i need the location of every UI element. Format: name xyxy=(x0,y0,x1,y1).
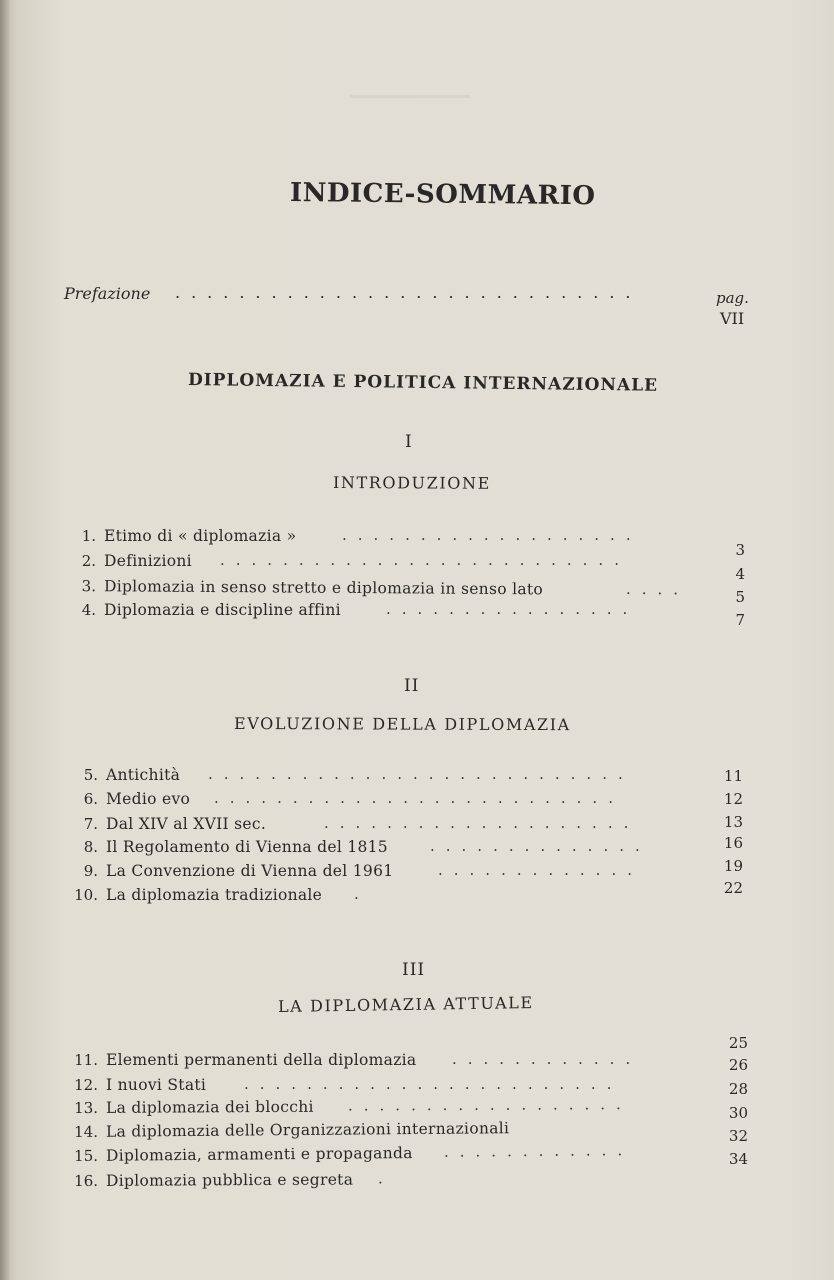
entry-text: Medio evo xyxy=(106,790,191,808)
leader-dots: ............. xyxy=(438,861,643,879)
entry-number: 12. xyxy=(74,1076,98,1094)
entry-text: Il Regolamento di Vienna del 1815 xyxy=(106,838,388,856)
toc-entry xyxy=(70,527,750,549)
toc-entry xyxy=(72,815,752,837)
page-number: 13 xyxy=(723,813,743,831)
toc-entry xyxy=(72,1117,752,1145)
entry-number: 9. xyxy=(83,862,98,880)
page-number: 7 xyxy=(735,611,745,629)
entry-number: 13. xyxy=(74,1098,99,1117)
entry-number: 16. xyxy=(74,1171,99,1190)
entry-text: Diplomazia pubblica e segreta xyxy=(105,1170,354,1190)
page-column-label: pag. xyxy=(716,289,749,307)
page-number: 3 xyxy=(735,541,745,559)
leader-dots: .................... xyxy=(324,814,640,832)
chapter-title: LA DIPLOMAZIA ATTUALE xyxy=(277,992,534,1016)
leader-dots: .............. xyxy=(430,837,651,855)
page-number: 28 xyxy=(728,1080,748,1098)
page-number: 11 xyxy=(723,767,743,785)
leader-dots: ............ xyxy=(452,1050,642,1068)
toc-entry xyxy=(72,1051,752,1073)
page-number: 12 xyxy=(723,790,743,808)
entry-text: Antichità xyxy=(106,766,181,784)
entry-number: 6. xyxy=(83,790,98,808)
page-number: 34 xyxy=(728,1150,748,1168)
toc-entry xyxy=(72,1076,752,1098)
leader-dots: .......................... xyxy=(214,789,624,807)
page-number: 19 xyxy=(723,857,743,875)
part-heading: DIPLOMAZIA E POLITICA INTERNAZIONALE xyxy=(187,370,659,396)
page-number: 4 xyxy=(735,565,745,583)
page-title: INDICE-SOMMARIO xyxy=(289,178,596,212)
entry-text: Etimo di « diplomazia » xyxy=(104,527,297,545)
preface-label: Prefazione xyxy=(64,284,151,303)
page-number: 22 xyxy=(723,879,743,897)
entry-number: 11. xyxy=(74,1051,98,1069)
page-number: 5 xyxy=(735,588,745,606)
leader-dots: ........................ xyxy=(244,1075,623,1093)
entry-number: 2. xyxy=(81,552,96,570)
entry-number: 5. xyxy=(83,766,98,784)
page-number: 26 xyxy=(728,1056,748,1074)
toc-entry xyxy=(72,790,752,812)
entry-number: 4. xyxy=(81,601,96,619)
toc-entry xyxy=(72,1168,752,1194)
leader-dots: .... xyxy=(625,579,690,599)
toc-entry xyxy=(72,1141,752,1169)
page-number: 25 xyxy=(728,1034,748,1052)
entry-number: 7. xyxy=(83,815,98,833)
toc-entry xyxy=(72,862,752,884)
entry-number: 14. xyxy=(74,1122,99,1141)
chapter-title: INTRODUZIONE xyxy=(332,473,491,493)
entry-number: 10. xyxy=(74,886,98,904)
show-through-mark xyxy=(350,95,470,106)
leader-dots: ............ xyxy=(443,1141,634,1161)
entry-text: La diplomazia delle Organizzazioni internazionali xyxy=(105,1119,510,1141)
entry-text: Definizioni xyxy=(104,552,192,570)
toc-entry xyxy=(72,766,752,788)
entry-text: Diplomazia, armamenti e propaganda xyxy=(105,1144,413,1165)
entry-text: Dal XIV al XVII sec. xyxy=(106,815,267,833)
entry-text: La diplomazia tradizionale xyxy=(106,886,323,904)
entry-text: La Convenzione di Vienna del 1961 xyxy=(106,862,394,880)
leader-dots: ........................... xyxy=(208,765,634,783)
toc-entry xyxy=(70,552,750,574)
leader-dots: ................ xyxy=(386,600,639,618)
toc-entry xyxy=(72,838,752,860)
toc-entry xyxy=(72,886,752,908)
page-number: 16 xyxy=(723,834,743,852)
entry-text: Diplomazia in senso stretto e diplomazia in senso lato xyxy=(103,577,544,599)
chapter-numeral: III xyxy=(402,960,426,980)
entry-text: Elementi permanenti della diplomazia xyxy=(106,1051,417,1069)
chapter-numeral: I xyxy=(405,432,413,452)
entry-number: 3. xyxy=(81,577,97,596)
entry-text: La diplomazia dei blocchi xyxy=(105,1097,314,1117)
entry-number: 8. xyxy=(83,838,98,856)
leader-dots: . xyxy=(354,885,370,903)
leader-dots: .................. xyxy=(347,1095,632,1115)
page-gutter-shadow xyxy=(0,0,10,1280)
leader-dots: .......................... xyxy=(220,551,630,569)
toc-entry xyxy=(70,601,750,623)
page-number: 30 xyxy=(728,1104,748,1122)
entry-number: 15. xyxy=(74,1146,99,1165)
entry-number: 1. xyxy=(81,527,96,545)
entry-text: Diplomazia e discipline affini xyxy=(104,601,341,619)
chapter-title: EVOLUZIONE DELLA DIPLOMAZIA xyxy=(233,714,571,735)
preface-page-number: VII xyxy=(720,309,745,328)
chapter-numeral: II xyxy=(404,676,420,696)
entry-text: I nuovi Stati xyxy=(106,1076,207,1094)
leader-dots: . xyxy=(377,1169,394,1188)
preface-leader-dots: ............................. xyxy=(175,283,642,302)
page-number: 32 xyxy=(728,1127,748,1145)
leader-dots: ................... xyxy=(342,526,642,544)
